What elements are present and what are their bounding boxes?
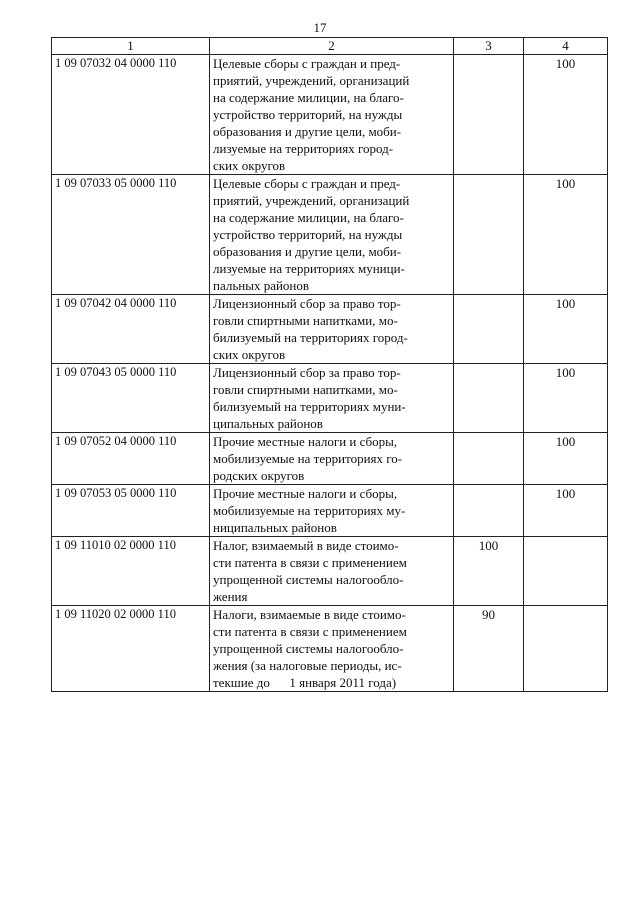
column-3-value: 100 — [478, 538, 499, 553]
revenue-name-line: Целевые сборы с граждан и пред- — [213, 176, 401, 191]
header-col-2: 2 — [210, 38, 454, 55]
column-3-value-cell — [454, 175, 524, 295]
column-3-value-cell — [454, 55, 524, 175]
header-col-4: 4 — [524, 38, 608, 55]
revenue-name-line: ниципальных районов — [213, 520, 337, 535]
revenue-name-line: Прочие местные налоги и сборы, — [213, 486, 398, 501]
revenue-name-line: билизуемый на территориях муни- — [213, 399, 406, 414]
column-3-value — [457, 295, 520, 296]
column-4-value-cell — [524, 485, 608, 537]
revenue-name-cell — [210, 364, 454, 433]
column-3-value-cell — [454, 433, 524, 485]
revenue-name-line: Налог, взимаемый в виде стоимо- — [213, 538, 399, 553]
column-4-value-cell — [524, 433, 608, 485]
column-3-value-cell — [454, 364, 524, 433]
revenue-name-line: мобилизуемые на территориях го- — [213, 451, 403, 466]
table-row — [52, 485, 608, 537]
revenue-name-line: лизуемые на территориях город- — [213, 141, 394, 156]
column-3-value — [457, 175, 520, 176]
column-3-value-cell — [454, 606, 524, 692]
revenue-name-cell — [210, 433, 454, 485]
column-3-value — [457, 485, 520, 486]
revenue-name-line: Лицензионный сбор за право тор- — [213, 365, 401, 380]
table-row — [52, 364, 608, 433]
column-4-value-cell — [524, 175, 608, 295]
revenue-name-line: упрощенной системы налогообло- — [213, 572, 404, 587]
table-row — [52, 433, 608, 485]
revenue-name-line: жения — [213, 589, 248, 604]
revenue-name-line: жения (за налоговые периоды, ис- — [213, 658, 402, 673]
column-4-value-cell — [524, 606, 608, 692]
column-3-value-cell — [454, 295, 524, 364]
column-4-value: 100 — [555, 296, 576, 311]
column-4-value: 100 — [555, 486, 576, 501]
table-row — [52, 175, 608, 295]
revenue-name-line: ских округов — [213, 347, 286, 362]
budget-code-cell: 1 09 07052 04 0000 110 — [52, 433, 210, 485]
revenue-name-line: текшие до 1 января 2011 года) — [213, 675, 397, 690]
column-4-value — [527, 606, 604, 607]
column-3-value: 90 — [482, 607, 495, 622]
revenue-name-line: сти патента в связи с применением — [213, 555, 407, 570]
revenue-name-line: приятий, учреждений, организаций — [213, 193, 410, 208]
revenue-name-line: упрощенной системы налогообло- — [213, 641, 404, 656]
table-row — [52, 55, 608, 175]
table-row — [52, 606, 608, 692]
header-col-3: 3 — [454, 38, 524, 55]
budget-code-cell: 1 09 11010 02 0000 110 — [52, 537, 210, 606]
page-number: 17 — [313, 20, 327, 35]
revenue-name-line: на содержание милиции, на благо- — [213, 210, 404, 225]
revenue-name-line: говли спиртными напитками, мо- — [213, 382, 398, 397]
revenue-name-line: говли спиртными напитками, мо- — [213, 313, 398, 328]
budget-code-cell: 1 09 07053 05 0000 110 — [52, 485, 210, 537]
revenue-name-line: ских округов — [213, 158, 286, 173]
budget-code-cell: 1 09 07043 05 0000 110 — [52, 364, 210, 433]
budget-code-cell: 1 09 07033 05 0000 110 — [52, 175, 210, 295]
column-4-value: 100 — [555, 176, 576, 191]
revenue-name-cell — [210, 175, 454, 295]
column-4-value: 100 — [555, 56, 576, 71]
column-3-value — [457, 55, 520, 56]
column-4-value: 100 — [555, 365, 576, 380]
revenue-name-line: родских округов — [213, 468, 305, 483]
revenue-name-line: лизуемые на территориях муници- — [213, 261, 405, 276]
column-4-value-cell — [524, 55, 608, 175]
table-row — [52, 295, 608, 364]
revenue-name-line: сти патента в связи с применением — [213, 624, 407, 639]
column-3-value — [457, 433, 520, 434]
revenue-name-line: Налоги, взимаемые в виде стоимо- — [213, 607, 406, 622]
budget-code-cell: 1 09 07042 04 0000 110 — [52, 295, 210, 364]
budget-code-cell: 1 09 07032 04 0000 110 — [52, 55, 210, 175]
budget-classification-table — [51, 37, 608, 692]
revenue-name-line: мобилизуемые на территориях му- — [213, 503, 406, 518]
revenue-name-line: образования и другие цели, моби- — [213, 124, 402, 139]
revenue-name-line: Лицензионный сбор за право тор- — [213, 296, 401, 311]
column-3-value-cell — [454, 485, 524, 537]
revenue-name-line: образования и другие цели, моби- — [213, 244, 402, 259]
revenue-name-line: билизуемый на территориях город- — [213, 330, 408, 345]
column-4-value — [527, 537, 604, 538]
revenue-name-line: ципальных районов — [213, 416, 323, 431]
column-3-value-cell — [454, 537, 524, 606]
revenue-name-line: приятий, учреждений, организаций — [213, 73, 410, 88]
column-4-value-cell — [524, 295, 608, 364]
revenue-name-line: на содержание милиции, на благо- — [213, 90, 404, 105]
revenue-name-cell — [210, 485, 454, 537]
column-4-value: 100 — [555, 434, 576, 449]
revenue-name-cell — [210, 606, 454, 692]
column-4-value-cell — [524, 537, 608, 606]
revenue-name-line: пальных районов — [213, 278, 310, 293]
revenue-name-cell — [210, 55, 454, 175]
header-col-1: 1 — [52, 38, 210, 55]
revenue-name-cell — [210, 537, 454, 606]
table-row — [52, 537, 608, 606]
budget-code-cell: 1 09 11020 02 0000 110 — [52, 606, 210, 692]
revenue-name-line: устройство территорий, на нужды — [213, 227, 403, 242]
column-3-value — [457, 364, 520, 365]
revenue-name-line: Целевые сборы с граждан и пред- — [213, 56, 401, 71]
revenue-name-line: Прочие местные налоги и сборы, — [213, 434, 398, 449]
column-4-value-cell — [524, 364, 608, 433]
table-body — [52, 55, 608, 692]
revenue-name-cell — [210, 295, 454, 364]
header-row — [52, 38, 608, 55]
revenue-name-line: устройство территорий, на нужды — [213, 107, 403, 122]
